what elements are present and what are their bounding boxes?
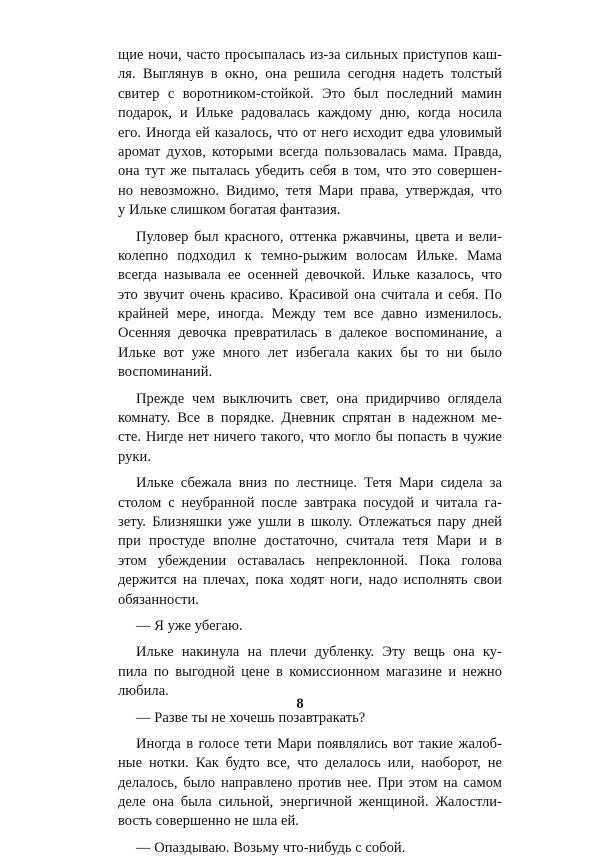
text-line: — Опаздываю. Возьму что-нибудь с собой. <box>136 839 406 856</box>
text-line: воспоминаний. <box>118 364 213 381</box>
paragraph-2 <box>118 228 502 383</box>
text-line: руки. <box>118 448 151 465</box>
text-line: но невозможно. Видимо, тетя Мари права, утверждая, что <box>118 182 502 199</box>
text-line: Иногда в голосе тети Мари появлялись вот такие жалоб- <box>136 735 502 752</box>
paragraph-8 <box>118 735 502 832</box>
text-line: его. Иногда ей казалось, что от него исходит едва уловимый <box>118 124 502 141</box>
text-line: любила. <box>118 683 169 700</box>
page-number: 8 <box>296 696 304 712</box>
text-line: вость совершенно не шла ей. <box>118 813 299 830</box>
text-line: это звучит очень красиво. Красивой она считала и себя. По <box>118 286 502 303</box>
paragraph-6 <box>118 643 502 701</box>
text-line: Пуловер был красного, оттенка ржавчины, цвета и вели- <box>136 228 502 245</box>
text-line: Ильке накинула на плечи дубленку. Эту вещь она ку- <box>136 644 502 661</box>
paragraph-5-dialogue <box>118 617 502 636</box>
text-line: обязанности. <box>118 591 199 608</box>
text-line: столом с неубранной после завтрака посудой и читала га- <box>118 494 502 511</box>
text-line: колепно подходил к темно-рыжим волосам Ильке. Мама <box>118 247 502 264</box>
text-line: у Ильке слишком богатая фантазия. <box>118 202 341 219</box>
text-line: свитер с воротником-стойкой. Это был последний мамин <box>118 85 502 102</box>
text-line: Прежде чем выключить свет, она придирчиво оглядела <box>136 390 502 407</box>
text-line: Ильке вот уже много лет избегала каких бы то ни было <box>118 344 502 361</box>
text-line: щие ночи, часто просыпалась из-за сильных приступов каш- <box>118 47 502 63</box>
text-line: комнату. Все в порядке. Дневник спрятан в надежном ме- <box>118 410 502 427</box>
text-line: подарок, и Ильке радовалась каждому дню, когда носила <box>118 105 502 122</box>
text-line: делалось, было направлено против нее. При этом на самом <box>118 774 502 791</box>
text-line: держится на плечах, пока ходят ноги, надо исполнять свои <box>118 572 502 589</box>
text-line: Осенняя девочка превратилась в далекое воспоминание, а <box>118 325 502 342</box>
paragraph-9-dialogue <box>118 839 502 858</box>
paragraph-3 <box>118 390 502 468</box>
text-line: аромат духов, которыми всегда пользовалась мама. Правда, <box>118 143 502 160</box>
text-line: Ильке сбежала вниз по лестнице. Тетя Мари сидела за <box>136 475 502 492</box>
book-page <box>118 46 502 858</box>
paragraph-4 <box>118 474 502 610</box>
text-line: этом убеждении оставалась непреклонной. Пока голова <box>118 552 502 569</box>
text-line: ные нотки. Как будто все, что делалось или, наоборот, не <box>118 755 502 772</box>
text-line: пила по выгодной цене в комиссионном магазине и нежно <box>118 663 502 680</box>
paragraph-1 <box>118 46 502 221</box>
text-line: деле она была сильной, энергичной женщиной. Жалостли- <box>118 794 502 811</box>
text-line: — Я уже убегаю. <box>136 617 243 634</box>
text-line: ля. Выглянув в окно, она решила сегодня надеть толстый <box>118 66 502 83</box>
text-line: сте. Нигде нет ничего такого, что могло бы попасть в чужие <box>118 429 502 446</box>
text-line: она тут же пыталась убедить себя в том, что это совершен- <box>118 163 502 180</box>
text-line: крайней мере, иногда. Между тем все давно изменилось. <box>118 306 502 323</box>
text-line: при простуде вполне достаточно, считала тетя Мари и в <box>118 533 502 550</box>
text-line: зету. Близняшки уже ушли в школу. Отлежаться пару дней <box>118 513 502 530</box>
text-line: — Разве ты не хочешь позавтракать? <box>136 709 366 726</box>
text-line: всегда называла ее осенней девочкой. Ильке казалось, что <box>118 267 502 284</box>
